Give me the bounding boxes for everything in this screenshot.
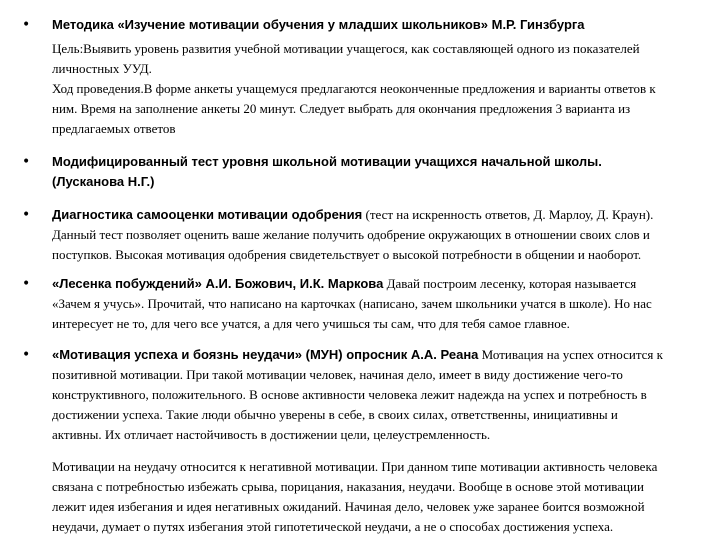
- item-heading: «Мотивация успеха и боязнь неудачи» (МУН) опросник А.А. Реана: [52, 347, 479, 362]
- body-line: активны. Их отличает настойчивость в достижении цели, целеустремленность.: [52, 427, 491, 442]
- item-heading: Диагностика самооценки мотивации одобрения: [52, 207, 363, 222]
- body-line: интересует не то, для чего все учатся, а для чего учишься ты сам, что для тебя самое главное.: [52, 316, 570, 331]
- process-line: Ход проведения.В форме анкеты учащемуся предлагаются неоконченные предложения и варианты ответов к: [52, 81, 656, 96]
- bullet: •: [22, 276, 31, 292]
- bullet: •: [22, 207, 31, 223]
- paragraph-line: Мотивации на неудачу относится к негативной мотивации. При данном типе мотивации активность человека: [52, 459, 658, 474]
- item-heading-tail: Давай построим лесенку, которая называется: [383, 276, 637, 291]
- process-line: ним. Время на заполнение анкеты 20 минут. Следует выбрать для окончания предложения 3 варианта из: [52, 101, 631, 116]
- item-heading: «Лесенка побуждений» А.И. Божович, И.К. Маркова: [52, 276, 384, 291]
- paragraph-line: неудачи, думает о путях избегания этой гипотетической неудачи, а не о способах достижения успеха.: [52, 519, 614, 534]
- body-line: позитивной мотивации. При такой мотивации человек, начиная дело, имеет в виду достижение чего-то: [52, 367, 623, 382]
- item-heading-tail: Мотивация на успех относится к: [478, 347, 663, 362]
- item-heading: Методика «Изучение мотивации обучения у младших школьников» М.Р. Гинзбурга: [52, 17, 585, 32]
- item-heading-tail: (тест на искренность ответов, Д. Марлоу, Д. Краун).: [362, 207, 654, 222]
- goal-line: Цель:Выявить уровень развития учебной мотивации учащегося, как составляющей одного из показателей: [52, 41, 640, 56]
- item-heading-line: (Лусканова Н.Г.): [52, 174, 155, 189]
- paragraph-line: лежит идея избегания и идея негативных ожиданий. Начиная дело, человек уже заранее боится возможной: [52, 499, 645, 514]
- process-line: предлагаемых ответов: [52, 121, 176, 136]
- body-line: конструктивного, положительного. В основе активности человека лежит надежда на успех и потребность в: [52, 387, 647, 402]
- paragraph-line: связана с потребностью избежать срыва, порицания, наказания, неудачи. Вообще в основе этой мотивации: [52, 479, 644, 494]
- bullet: •: [22, 154, 31, 170]
- goal-line: личностных УУД.: [52, 61, 152, 76]
- body-line: Данный тест позволяет оценить ваше желание получить одобрение окружающих в отношении своих слов и: [52, 227, 650, 242]
- bullet: •: [22, 347, 31, 363]
- body-line: «Зачем я учусь». Прочитай, что написано на карточках (написано, зачем школьники учатся в школе). Но нас: [52, 296, 652, 311]
- bullet: •: [22, 17, 31, 33]
- body-line: достижении успеха. Такие люди обычно уверены в себе, в своих силах, ответственны, инициативны и: [52, 407, 618, 422]
- item-heading-line: Модифицированный тест уровня школьной мотивации учащихся начальной школы.: [52, 154, 602, 169]
- body-line: поступков. Высокая мотивация одобрения свидетельствует о высокой потребности в общении и наоборот.: [52, 247, 642, 262]
